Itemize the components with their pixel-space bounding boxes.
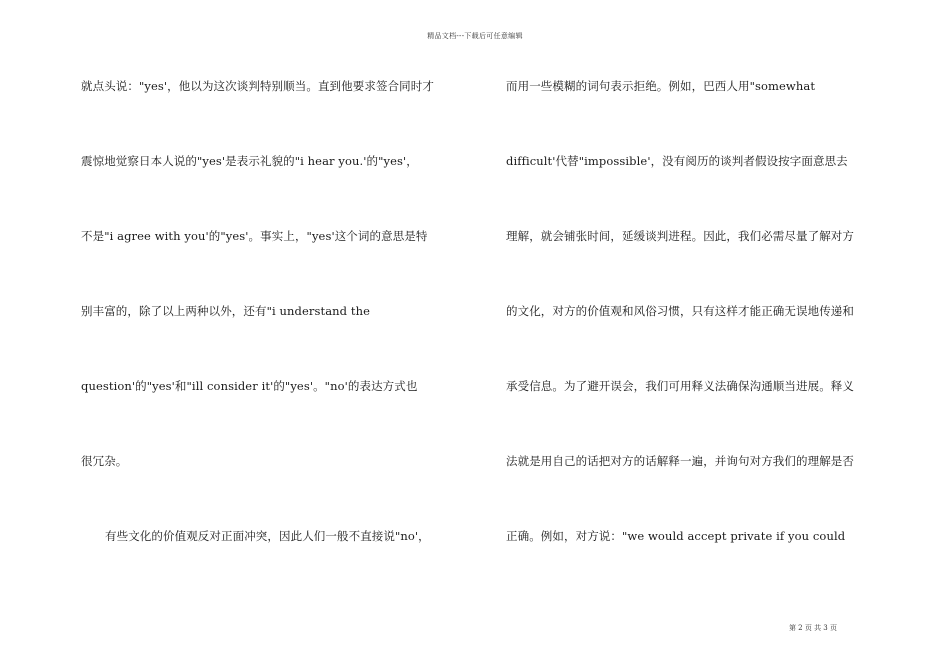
text-line: 而用一些模糊的词句表示拒绝。例如，巴西人用"somewhat xyxy=(506,79,816,93)
text-line: 正确。例如，对方说："we would accept private if you could xyxy=(506,529,846,543)
text-line: 就点头说："yes'，他以为这次谈判特别顺当。直到他要求签合同时才 xyxy=(81,79,434,93)
text-line: difficult'代替"impossible'，没有阅历的谈判者假设按字面意思去 xyxy=(506,154,848,168)
text-line: 承受信息。为了避开误会，我们可用释义法确保沟通顺当进展。释义 xyxy=(506,379,854,393)
text-line: 的文化，对方的价值观和风俗习惯，只有这样才能正确无误地传递和 xyxy=(506,304,854,318)
text-line: 很冗杂。 xyxy=(81,454,128,468)
text-line: 别丰富的，除了以上两种以外，还有"i understand the xyxy=(81,304,371,318)
page-number: 第 2 页 共 3 页 xyxy=(788,624,837,632)
text-line: 震惊地觉察日本人说的"yes'是表示礼貌的"i hear you.'的"yes'， xyxy=(81,154,418,168)
text-line: 理解，就会铺张时间，延缓谈判进程。因此，我们必需尽量了解对方 xyxy=(506,229,854,243)
text-line: 法就是用自己的话把对方的话解释一遍，并询句对方我们的理解是否 xyxy=(506,454,854,468)
page-header: 精品文档---下载后可任意编辑 xyxy=(427,32,523,40)
text-line: question'的"yes'和"ill consider it'的"yes'。"no'的表达方式也 xyxy=(81,379,418,393)
text-line: 不是"i agree with you'的"yes'。事实上，"yes'这个词的意思是特 xyxy=(81,229,428,243)
paragraph-start-line: 有些文化的价值观反对正面冲突，因此人们一般不直接说"no'， xyxy=(105,529,430,543)
